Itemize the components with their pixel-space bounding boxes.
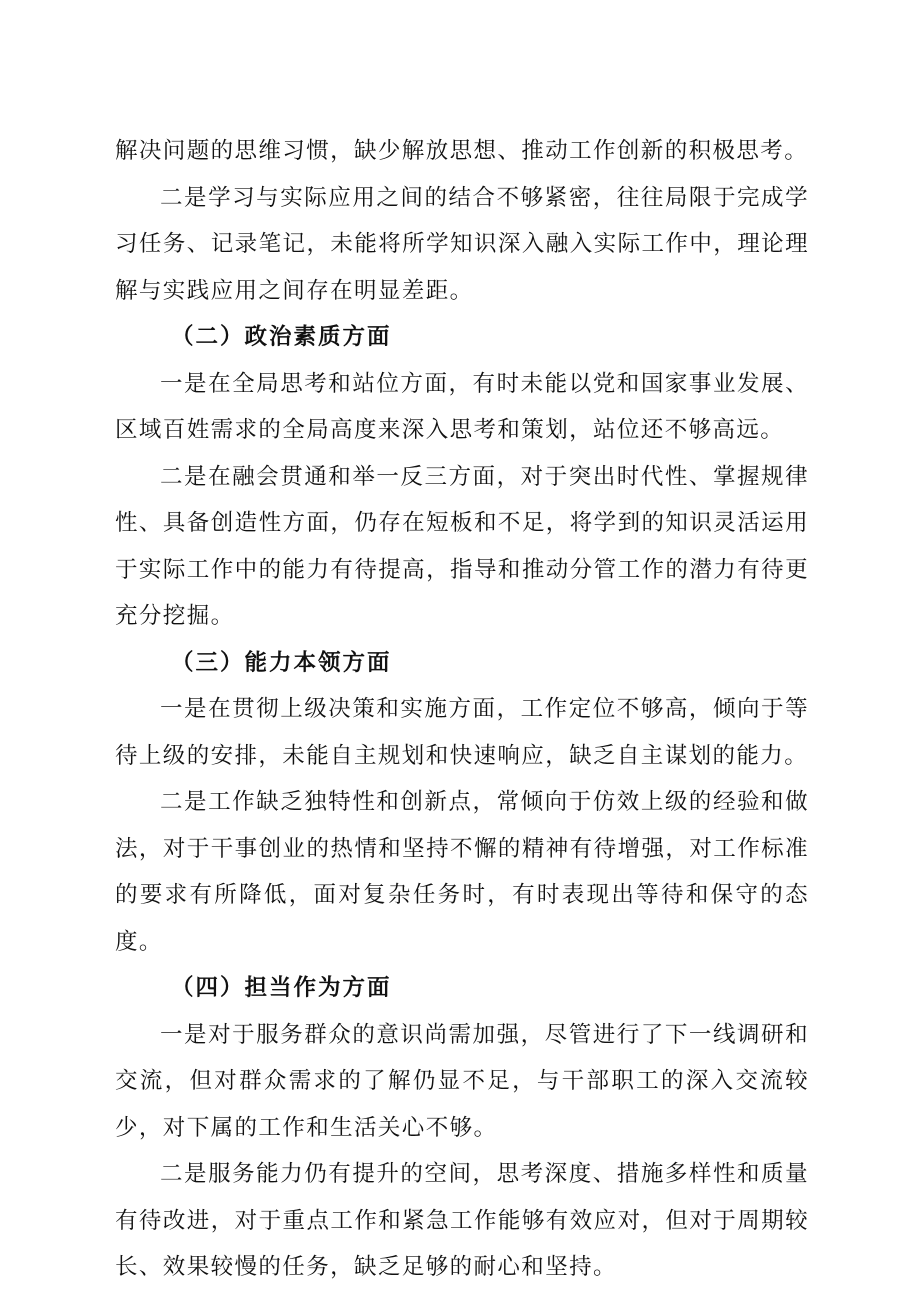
paragraph-serving-the-public: 一是对于服务群众的意识尚需加强，尽管进行了下一线调研和交流，但对群众需求的了解仍显不足，与干部职工的深入交流较少，对下属的工作和生活关心不够。 xyxy=(115,1021,809,1141)
document-body xyxy=(115,128,809,1291)
paragraph-study-application-gap: 二是学习与实际应用之间的结合不够紧密，往往局限于完成学习任务、记录笔记，未能将所学知识深入融入实际工作中，理论理解与实践应用之间存在明显差距。 xyxy=(115,184,809,304)
paragraph-continuation: 解决问题的思维习惯，缺少解放思想、推动工作创新的积极思考。 xyxy=(115,138,809,164)
section-heading-responsibility: （四）担当作为方面 xyxy=(171,975,392,1001)
section-heading-ability: （三）能力本领方面 xyxy=(171,649,392,676)
paragraph-lack-of-innovation: 二是工作缺乏独特性和创新点，常倾向于仿效上级的经验和做法，对于干事创业的热情和坚持不懈的精神有待增强，对工作标准的要求有所降低，面对复杂任务时，有时表现出等待和保守的态度。 xyxy=(115,789,809,955)
paragraph-service-capability: 二是服务能力仍有提升的空间，思考深度、措施多样性和质量有待改进，对于重点工作和紧急工作能够有效应对，但对于周期较长、效果较慢的任务，缺乏足够的耐心和坚持。 xyxy=(115,1161,809,1280)
paragraph-integration-application: 二是在融会贯通和举一反三方面，对于突出时代性、掌握规律性、具备创造性方面，仍存在短板和不足，将学到的知识灵活运用于实际工作中的能力有待提高，指导和推动分管工作的潜力有待更充分挖掘。 xyxy=(115,463,809,629)
section-heading-political-quality: （二）政治素质方面 xyxy=(171,324,392,350)
paragraph-overall-perspective: 一是在全局思考和站位方面，有时未能以党和国家事业发展、区域百姓需求的全局高度来深入思考和策划，站位还不够高远。 xyxy=(115,370,809,443)
paragraph-implementing-decisions: 一是在贯彻上级决策和实施方面，工作定位不够高，倾向于等待上级的安排，未能自主规划和快速响应，缺乏自主谋划的能力。 xyxy=(115,696,809,769)
